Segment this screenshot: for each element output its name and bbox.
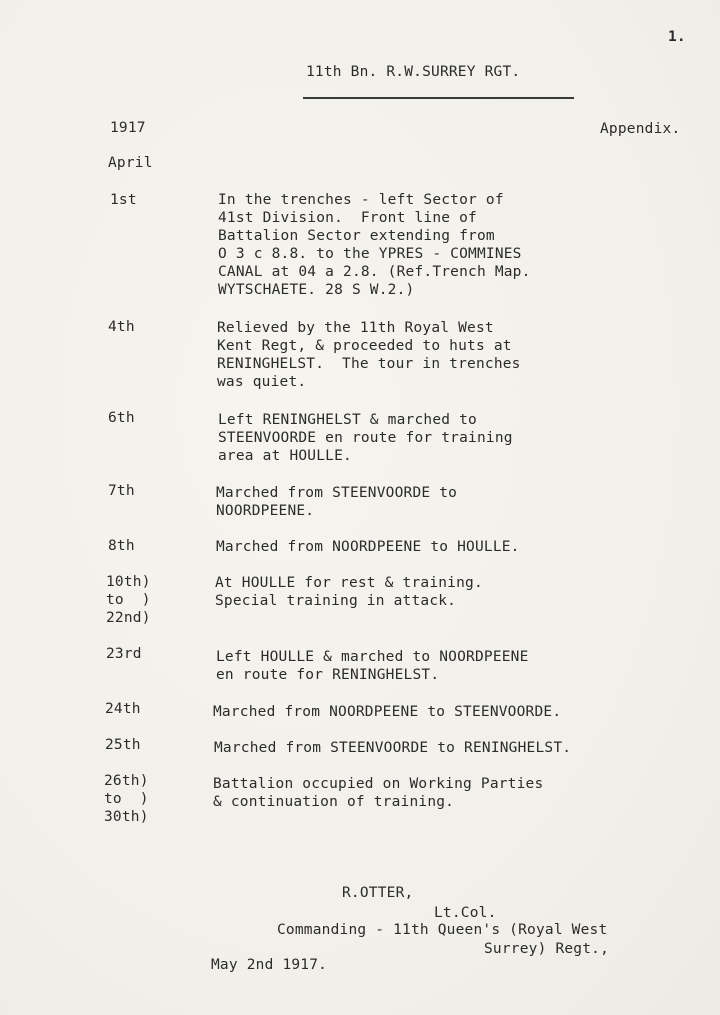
entry-date: 24th xyxy=(105,701,141,717)
entry-text: Marched from NOORDPEENE to STEENVOORDE. xyxy=(213,704,562,720)
signature-command-line2: Surrey) Regt., xyxy=(484,941,610,957)
entry-text: In the trenches - left Sector of 41st Division. Front line of Battalion Sector extending from O 3 c 8.8. to the YPRES - COMMINES CANAL at 04 a 2.8. (Ref.Trench Map. WYTSCHAETE. 28 S W.2.) xyxy=(218,192,531,298)
month-label: April xyxy=(108,155,153,171)
year-label: 1917 xyxy=(110,120,146,136)
signature-command-line1: Commanding - 11th Queen's (Royal West xyxy=(277,922,608,938)
entry-date: 8th xyxy=(108,538,135,554)
document-date: May 2nd 1917. xyxy=(211,957,328,973)
document-heading: 11th Bn. R.W.SURREY RGT. xyxy=(306,64,521,80)
appendix-label: Appendix. xyxy=(600,121,681,137)
entry-text: Marched from NOORDPEENE to HOULLE. xyxy=(216,539,520,555)
entry-date: 1st xyxy=(110,192,137,208)
entry-text: Marched from STEENVOORDE to NOORDPEENE. xyxy=(216,485,458,519)
entry-text: Left RENINGHELST & marched to STEENVOORDE en route for training area at HOULLE. xyxy=(218,412,513,464)
signature-name: R.OTTER, xyxy=(342,885,414,901)
entry-text: Battalion occupied on Working Parties & continuation of training. xyxy=(213,776,544,810)
entry-text: Relieved by the 11th Royal West Kent Regt, & proceeded to huts at RENINGHELST. The tour in trenches was quiet. xyxy=(217,320,521,390)
entry-date: 4th xyxy=(108,319,135,335)
heading-underline xyxy=(303,97,574,99)
entry-date: 7th xyxy=(108,483,135,499)
entry-text: At HOULLE for rest & training. Special training in attack. xyxy=(215,575,483,609)
page-number: 1. xyxy=(668,29,686,45)
entry-text: Left HOULLE & marched to NOORDPEENE en route for RENINGHELST. xyxy=(216,649,529,683)
entry-date: 23rd xyxy=(106,646,142,662)
entry-date: 26th) to ) 30th) xyxy=(104,773,149,825)
entry-date: 6th xyxy=(108,410,135,426)
entry-date: 10th) to ) 22nd) xyxy=(106,574,151,626)
signature-rank: Lt.Col. xyxy=(434,905,497,921)
entry-date: 25th xyxy=(105,737,141,753)
entry-text: Marched from STEENVOORDE to RENINGHELST. xyxy=(214,740,572,756)
